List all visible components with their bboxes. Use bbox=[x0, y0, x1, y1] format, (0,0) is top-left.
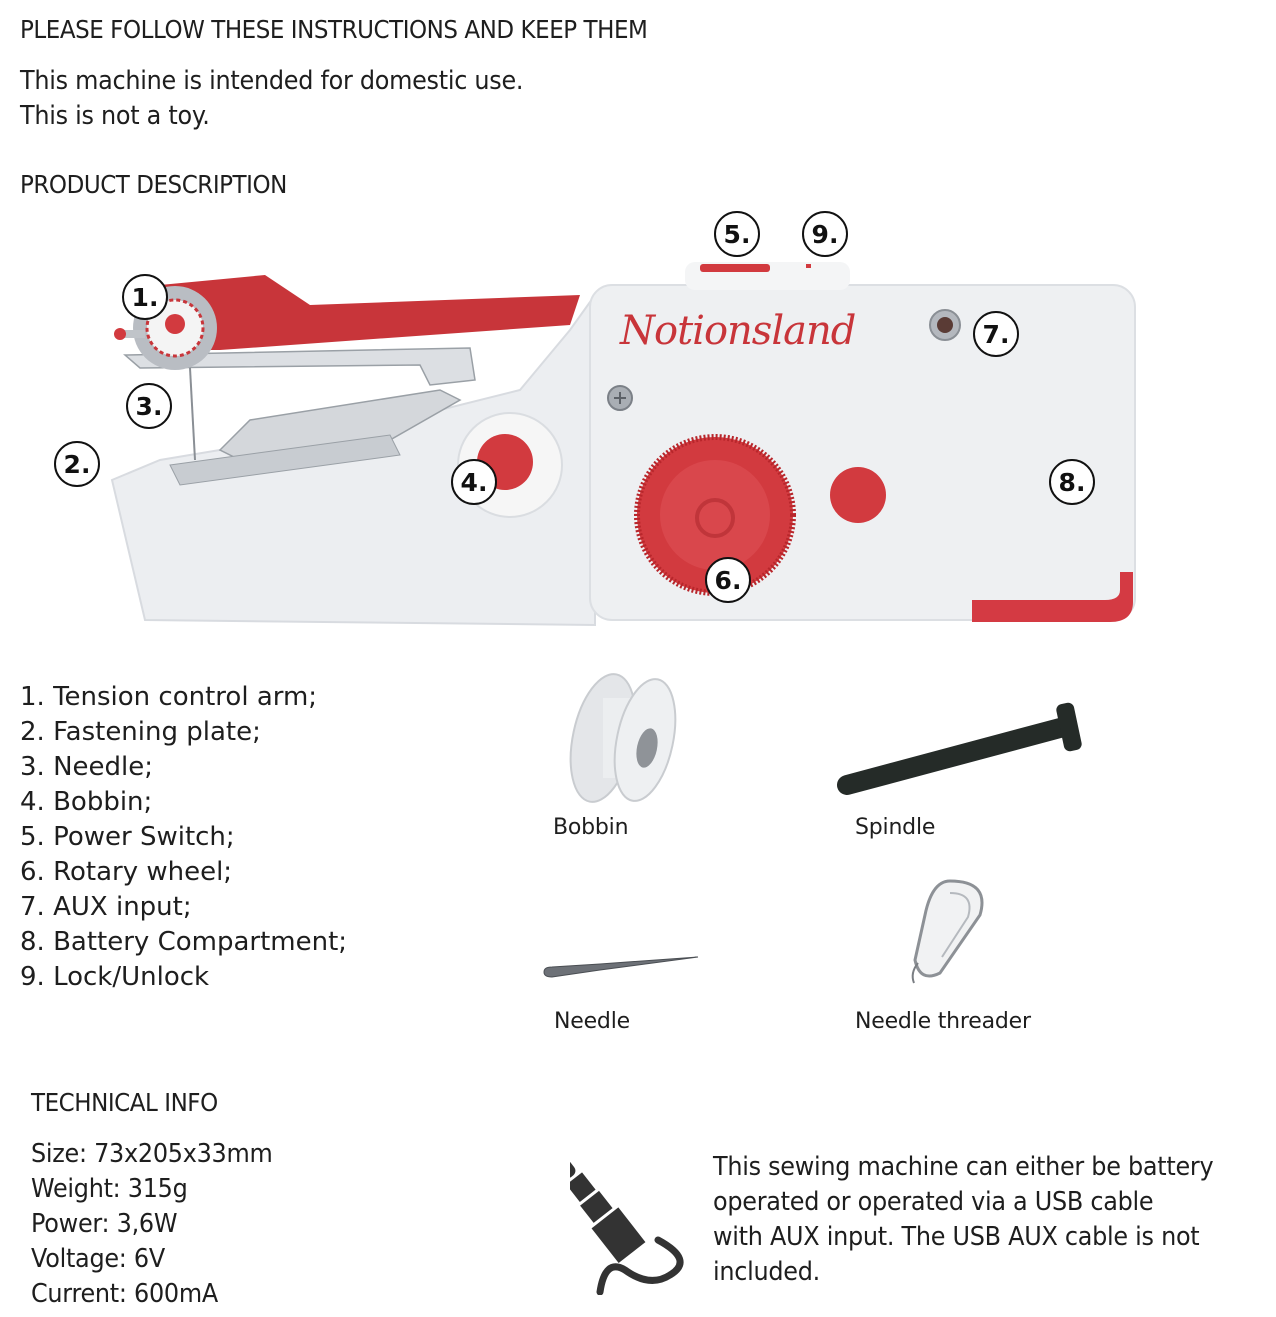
aux-cable-icon bbox=[570, 1140, 695, 1295]
callout-2: 2. bbox=[54, 441, 100, 487]
list-item: 3. Needle; bbox=[20, 752, 153, 782]
accessory-label-needle: Needle bbox=[554, 1009, 630, 1034]
product-description-heading: PRODUCT DESCRIPTION bbox=[20, 170, 287, 199]
power-note-line-2: operated or operated via a USB cable bbox=[713, 1187, 1154, 1217]
callout-4: 4. bbox=[451, 459, 497, 505]
list-item: 8. Battery Compartment; bbox=[20, 927, 348, 957]
intro-line-2: This is not a toy. bbox=[20, 101, 210, 131]
page-title: PLEASE FOLLOW THESE INSTRUCTIONS AND KEEP THEM bbox=[20, 15, 648, 44]
list-item: 5. Power Switch; bbox=[20, 822, 235, 852]
technical-info-heading: TECHNICAL INFO bbox=[31, 1088, 218, 1117]
power-note bbox=[713, 1150, 1257, 1290]
callout-6: 6. bbox=[705, 557, 751, 603]
callout-3: 3. bbox=[126, 383, 172, 429]
list-item: 9. Lock/Unlock bbox=[20, 962, 210, 992]
power-note-line-1: This sewing machine can either be battery bbox=[713, 1152, 1214, 1182]
spec-voltage: Voltage: 6V bbox=[31, 1244, 165, 1274]
brand-logo: Notionsland bbox=[620, 308, 856, 354]
spindle-icon bbox=[835, 700, 1090, 800]
list-item: 7. AUX input; bbox=[20, 892, 192, 922]
parts-list bbox=[20, 680, 347, 995]
list-item: 2. Fastening plate; bbox=[20, 717, 261, 747]
intro-line-1: This machine is intended for domestic use. bbox=[20, 66, 524, 96]
callout-1: 1. bbox=[122, 274, 168, 320]
list-item: 4. Bobbin; bbox=[20, 787, 153, 817]
list-item: 1. Tension control arm; bbox=[20, 682, 318, 712]
sewing-machine-illustration bbox=[100, 250, 1150, 640]
callout-7: 7. bbox=[973, 311, 1019, 357]
spec-list bbox=[31, 1137, 294, 1312]
callout-5: 5. bbox=[714, 211, 760, 257]
callout-8: 8. bbox=[1049, 459, 1095, 505]
spec-size: Size: 73x205x33mm bbox=[31, 1139, 273, 1169]
needle-threader-icon bbox=[880, 875, 995, 985]
power-note-line-4: included. bbox=[713, 1257, 820, 1287]
spec-current: Current: 600mA bbox=[31, 1279, 218, 1309]
spec-weight: Weight: 315g bbox=[31, 1174, 188, 1204]
accessory-label-spindle: Spindle bbox=[855, 815, 936, 840]
power-note-line-3: with AUX input. The USB AUX cable is not bbox=[713, 1222, 1200, 1252]
spec-power: Power: 3,6W bbox=[31, 1209, 178, 1239]
needle-icon bbox=[540, 950, 705, 985]
list-item: 6. Rotary wheel; bbox=[20, 857, 233, 887]
bobbin-icon bbox=[565, 668, 685, 808]
callout-9: 9. bbox=[802, 211, 848, 257]
accessory-label-needle-threader: Needle threader bbox=[855, 1009, 1031, 1034]
accessory-label-bobbin: Bobbin bbox=[553, 815, 629, 840]
